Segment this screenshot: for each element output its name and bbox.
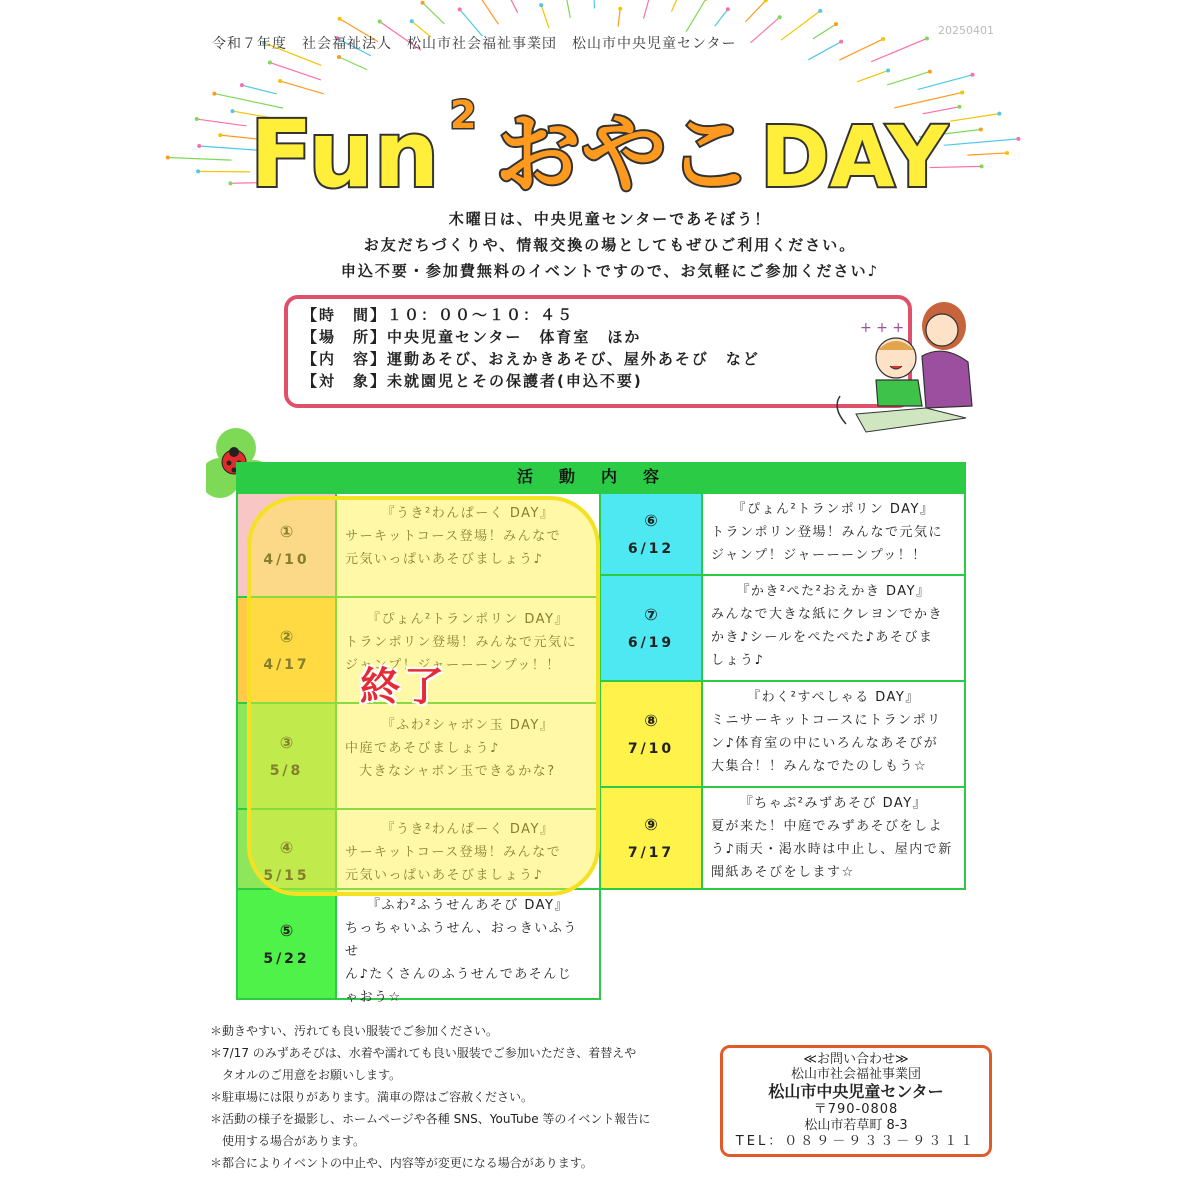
header-organization: 令和７年度 社会福祉法人 松山市社会福祉事業団 松山市中央児童センター <box>212 36 737 52</box>
event-title: 『ふわ²ふうせんあそび DAY』 <box>367 898 569 913</box>
intro-text <box>300 206 920 284</box>
decorative-dot <box>421 1 425 5</box>
intro-line: お友だちづくりや、情報交換の場としてもぜひご利用ください。 <box>363 236 857 254</box>
event-title: 『うき²わんぱーく DAY』 <box>381 822 555 837</box>
event-line: ジャンプ！ジャーーーンプッ！！ <box>345 658 561 673</box>
decorative-dot <box>957 105 961 109</box>
decorative-ray <box>476 0 498 24</box>
contact-org: 松山市社会福祉事業団 <box>790 1067 921 1082</box>
decorative-ray <box>887 72 930 85</box>
item-date: 6/19 <box>627 635 675 651</box>
decorative-dot <box>338 17 342 21</box>
event-line: ミニサーキットコースにトランポリ <box>711 713 942 728</box>
schedule-number-cell <box>599 574 703 682</box>
decorative-dot <box>228 181 232 185</box>
note-item: タオルのご用意をお願いします。 <box>222 1068 402 1082</box>
event-line: 大きなシャボン玉できるかな? <box>359 764 556 779</box>
event-line: サーキットコース登場！みんなで <box>345 529 562 544</box>
decorative-dot <box>881 37 885 41</box>
info-value: 未就園児とその保護者(申込不要) <box>387 372 643 390</box>
note-item: ＊駐車場には限りがあります。満車の際はご容赦ください。 <box>210 1090 534 1104</box>
decorative-dot <box>166 156 170 160</box>
decorative-dot <box>197 144 201 148</box>
event-title: 『ふわ²シャボン玉 DAY』 <box>381 718 555 733</box>
info-label: 【対 象】 <box>302 372 388 390</box>
decorative-ray <box>745 0 765 22</box>
item-number: ⑧ <box>644 711 658 730</box>
decorative-ray <box>871 38 927 61</box>
document-code: 20250401 <box>938 24 994 37</box>
decorative-ray <box>270 63 321 80</box>
title-oyako: おやこ <box>495 105 753 203</box>
event-line: トランポリン登場！みんなで元気に <box>711 525 944 540</box>
decorative-dot <box>928 70 932 74</box>
event-line: サーキットコース登場！みんなで <box>345 845 562 860</box>
event-line: 中庭であそびましょう♪ <box>345 741 500 756</box>
item-number: ⑦ <box>644 605 658 624</box>
info-value: 中央児童センター 体育室 ほか <box>387 328 642 346</box>
schedule-description-cell <box>701 786 966 890</box>
decorative-ray <box>509 0 518 13</box>
decorative-dot <box>1005 151 1009 155</box>
item-number: ① <box>279 522 294 541</box>
decorative-ray <box>618 9 620 27</box>
info-row-place <box>302 326 894 348</box>
decorative-dot <box>618 7 622 11</box>
item-date: 5/22 <box>263 951 310 967</box>
item-number: ③ <box>279 733 294 752</box>
mother-child-illustration <box>826 296 976 436</box>
decorative-dot <box>218 133 222 137</box>
contact-heading: ≪お問い合わせ≫ <box>803 1052 909 1067</box>
contact-box <box>720 1045 992 1157</box>
decorative-ray <box>671 0 683 12</box>
decorative-dot <box>980 164 984 168</box>
note-item: ＊都合によりイベントの中止や、内容等が変更になる場合があります。 <box>210 1156 593 1170</box>
item-date: 6/12 <box>627 541 675 557</box>
item-date: 7/10 <box>627 741 675 757</box>
page-title <box>250 88 950 203</box>
decorative-ray <box>168 158 232 161</box>
note-item: ＊動きやすい、汚れても良い服装でご参加ください。 <box>210 1024 499 1038</box>
decorative-dot <box>1016 137 1020 141</box>
decorative-dot <box>278 79 282 83</box>
info-label: 【場 所】 <box>302 328 388 346</box>
event-line: ゃおう☆ <box>345 990 402 1005</box>
schedule-number-cell <box>599 680 703 788</box>
item-number: ⑨ <box>644 815 658 834</box>
decorative-ray <box>857 71 888 82</box>
schedule-description-cell <box>701 492 966 576</box>
event-line: かき♪シールをぺたぺた♪あそびま <box>711 630 934 645</box>
info-value: １０：００～１０：４５ <box>387 306 575 324</box>
decorative-dot <box>268 61 272 65</box>
decorative-ray <box>839 39 883 60</box>
event-title: 『かき²ぺた²おえかき DAY』 <box>736 584 931 599</box>
note-item: 使用する場合があります。 <box>222 1134 366 1148</box>
decorative-dot <box>410 19 414 23</box>
event-line: 元気いっぱいあそびましょう♪ <box>345 868 544 883</box>
event-title: 『わく²すぺしゃる DAY』 <box>747 690 920 705</box>
event-title: 『うき²わんぱーく DAY』 <box>381 506 555 521</box>
info-row-target <box>302 370 894 392</box>
decorative-dot <box>960 90 964 94</box>
decorative-ray <box>715 9 728 26</box>
decorative-dot <box>240 83 244 87</box>
item-number: ② <box>279 627 294 646</box>
event-line: 大集合！！みんなでたのしもう☆ <box>711 759 928 774</box>
event-title: 『ぴょん²トランポリン DAY』 <box>367 612 569 627</box>
decorative-ray <box>781 11 820 40</box>
title-day: DAY <box>760 108 948 203</box>
info-box <box>284 295 912 408</box>
info-label: 【内 容】 <box>302 350 388 368</box>
decorative-ray <box>967 153 1007 155</box>
decorative-dot <box>778 15 782 19</box>
decorative-ray <box>950 114 999 122</box>
event-line: 聞紙あそびをします☆ <box>711 865 855 880</box>
svg-text:+ + +: + + + <box>860 320 905 336</box>
decorative-dot <box>886 69 890 73</box>
item-date: 7/17 <box>627 845 675 861</box>
item-date: 4/10 <box>263 552 310 568</box>
contact-tel: TEL：０８９－９３３－９３１１ <box>735 1134 977 1149</box>
decorative-dot <box>997 112 1001 116</box>
decorative-ray <box>686 0 706 32</box>
decorative-ray <box>944 139 1019 145</box>
decorative-dot <box>979 128 983 132</box>
event-line: う♪雨天・渇水時は中止し、屋内で新 <box>711 842 953 857</box>
schedule-description-cell <box>701 680 966 788</box>
decorative-ray <box>813 24 836 39</box>
decorative-dot <box>337 55 341 59</box>
contact-postal: 〒790-0808 <box>813 1102 899 1117</box>
decorative-ray <box>541 5 549 28</box>
event-line: 元気いっぱいあそびましょう♪ <box>345 552 544 567</box>
decorative-ray <box>751 17 780 43</box>
intro-line: 申込不要・参加費無料のイベントですので、お気軽にご参加ください♪ <box>340 262 880 280</box>
decorative-dot <box>378 20 382 24</box>
schedule-header: 活動内容 <box>236 462 966 492</box>
decorative-dot <box>839 40 843 44</box>
decorative-dot <box>458 7 462 11</box>
note-item: ＊7/17 のみずあそびは、水着や濡れても良い服装でご参加いただき、着替えや <box>210 1046 637 1060</box>
decorative-dot <box>196 169 200 173</box>
item-date: 5/15 <box>263 868 310 884</box>
info-row-time <box>302 304 894 326</box>
note-item: ＊活動の様子を撮影し、ホームページや各種 SNS、YouTube 等のイベント報告に <box>210 1112 651 1126</box>
info-value: 運動あそび、おえかきあそび、屋外あそび など <box>387 350 760 368</box>
event-line: 夏が来た！中庭でみずあそびをしよ <box>711 819 944 834</box>
event-line: みんなで大きな紙にクレヨンでかき <box>711 607 944 622</box>
decorative-dot <box>818 9 822 13</box>
event-line: トランポリン登場！みんなで元気に <box>345 635 578 650</box>
event-line: ん♪たくさんのふうせんであそんじ <box>345 967 573 982</box>
notes-list <box>210 1020 700 1174</box>
contact-center: 松山市中央児童センター <box>768 1082 944 1101</box>
item-date: 4/17 <box>263 657 310 673</box>
decorative-ray <box>643 0 649 19</box>
schedule-number-cell <box>599 786 703 890</box>
schedule-number-cell <box>599 492 703 576</box>
item-number: ④ <box>279 838 294 857</box>
schedule-description-cell <box>701 574 966 682</box>
info-row-content <box>302 348 894 370</box>
decorative-dot <box>539 3 543 7</box>
event-title: 『ちゃぷ²みずあそび DAY』 <box>739 796 928 811</box>
decorative-dot <box>971 73 975 77</box>
event-line: ジャンプ！ジャーーーンプッ！！ <box>711 548 927 563</box>
item-date: 5/8 <box>269 763 304 779</box>
decorative-ray <box>593 0 594 9</box>
decorative-ray <box>565 0 570 18</box>
event-line: しょう♪ <box>711 653 765 668</box>
decorative-ray <box>423 3 445 24</box>
info-label: 【時 間】 <box>302 306 388 324</box>
event-line: ちっちゃいふうせん、おっきいふうせ <box>345 921 578 959</box>
finished-label: 終了 <box>360 664 448 710</box>
decorative-dot <box>925 36 929 40</box>
decorative-dot <box>212 92 216 96</box>
intro-line: 木曜日は、中央児童センターであそぼう！ <box>448 210 772 228</box>
decorative-dot <box>726 7 730 11</box>
title-superscript: 2 <box>450 93 477 137</box>
item-number: ⑤ <box>279 921 294 940</box>
contact-address: 松山市若草町 8-3 <box>804 1118 908 1133</box>
decorative-ray <box>808 42 841 60</box>
item-number: ⑥ <box>644 511 658 530</box>
title-fun: Fun <box>250 101 440 203</box>
decorative-ray <box>339 57 367 70</box>
schedule-description-cell <box>335 888 601 1005</box>
decorative-dot <box>195 117 199 121</box>
decorative-ray <box>197 119 247 126</box>
decorative-dot <box>231 109 235 113</box>
decorative-dot <box>834 22 838 26</box>
schedule-number-cell <box>236 888 337 1000</box>
event-title: 『ぴょん²トランポリン DAY』 <box>732 502 935 517</box>
event-line: ン♪体育室の中にいろんなあそびが <box>711 736 939 751</box>
